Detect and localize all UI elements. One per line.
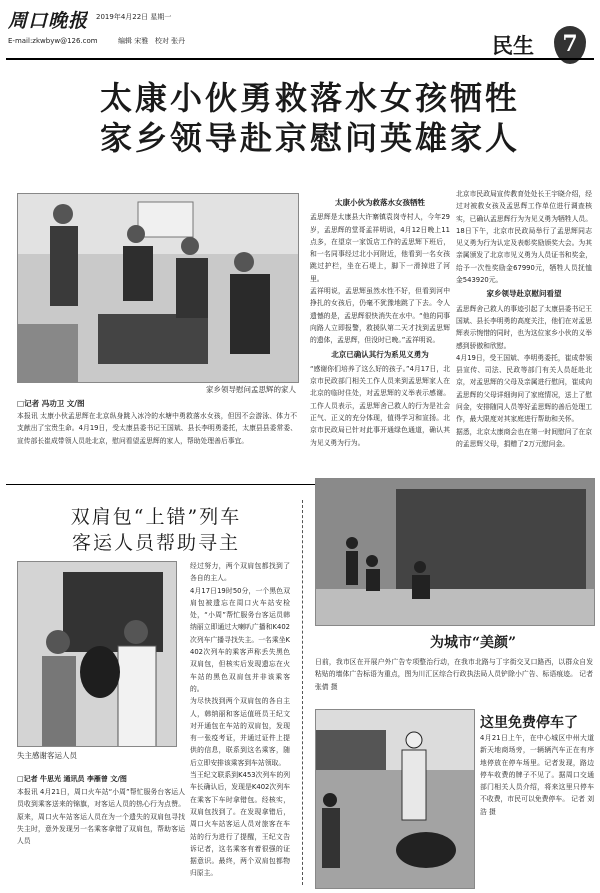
- story1-headline-line1: 太康小伙勇救落水女孩牺牲: [99, 79, 520, 117]
- story1-sub2-para1: “感谢你们培养了这么好的孩子。”4月17日，北京市民政部门相关工作人员来到孟思辉家人在北京的临时住处，对孟思辉的义举表示感谢。工作人员表示，孟思辉舍己救人的行为是社会正气、正义的充分体现，值得学习和宣扬。北京市民政局已针对此事开通绿色通道，确认其为见义勇为行为。: [310, 364, 450, 447]
- story1-sub3-para1: 孟思辉舍己救人的事迹引起了太康县委书记王国斌、县长李明勇的高度关注，他们在对孟思辉表示惋惜的同时，也为这位家乡小伙的义举感到骄傲和欣慰。: [456, 304, 592, 350]
- story2-headline-line1: 双肩包“上错”列车: [70, 506, 242, 528]
- story1-subhead-1: 太康小伙为救落水女孩牺牲: [335, 198, 425, 207]
- story4-caption: 4月21日上午，在中心城区中州大道新天地商场旁，一辆辆汽车正在有序地停放在停车场里。记者发现，路边停车收费的牌子不见了。据周口交通部门相关人员介绍，将来这里只停车不收费，市民可以免费停车。 记者 刘浩 摄: [480, 734, 594, 816]
- story1-headline-line2: 家乡领导赴京慰问英雄家人: [99, 119, 520, 157]
- story2-photo: [17, 561, 177, 747]
- date-text: 2019年4月22日: [96, 13, 149, 21]
- story2-column-2: [190, 560, 290, 886]
- story3-photo-illustration: [316, 479, 595, 626]
- story2-headline: [46, 504, 266, 556]
- masthead-rule: [6, 58, 594, 60]
- story3-headline: 为城市“美颜”: [430, 635, 517, 651]
- story4-photo-illustration: [316, 710, 475, 889]
- story2-para3: 为尽快找到两个双肩包的各自主人，韩纳丽和客运值班员王纪文对开通包在车站的双肩包，发现有一张疫考证，并通过证件上提供的信息，联系到这名乘客，随后立即安排该乘客到车站领取。: [190, 697, 290, 767]
- story1-sub1-para1: 孟思辉是太康县大许寨镇袁岗寺村人，今年29岁，孟思辉的堂哥孟祥明说，4月12日晚上11点多，在望京一家饭店工作的孟思辉下班后，和一名同事经过北小河附近，他看到一名女孩跳过护栏，坐在石堤上，脚下一滑掉进了河里。: [310, 213, 450, 283]
- issue-date: [96, 12, 216, 22]
- story1-column-2: [310, 195, 450, 477]
- section-title: 民生: [492, 33, 534, 56]
- story1-sub1-para2: 孟祥明说，孟思辉虽然水性不好，但看到河中挣扎的女孩后，仍毫不犹豫地跳了下去。令人遗憾的是，孟思辉很快消失在水中。“他的同事向路人立即报警，救援队第二天才找到孟思辉的遗体，孟思辉，但没时已晚。”孟祥明说。: [310, 287, 450, 345]
- editor-text: 编辑 宋雅: [118, 37, 149, 45]
- proofreader-text: 校对 张丹: [154, 37, 186, 45]
- story2-lead: 本报讯 4月21日，周口火车站“小周”帮忙服务台客运人员收到乘客送来的锦旗，对客运人员的热心行为点赞。原来，周口火车站客运人员在为一个遗失的双肩包寻找失主时，意外发现另一名乘客拿错了双肩包，帮助客运人员: [17, 788, 185, 846]
- story2-photo-illustration: [18, 562, 177, 747]
- weekday-text: 星期一: [150, 13, 172, 21]
- story2-para2: 4月17日19时50分，一个黑色双肩包被遗忘在周口火车站安检处，“小周”帮忙服务台客运员韩纳丽立即通过大喇叭广播和K402次列车广播寻找失主。一名乘坐K402次列车的乘客声称丢失黑色双肩包，但核实后发现遗忘在火车站的黑色双肩包并非该乘客的。: [190, 586, 290, 693]
- story4-headline: 这里免费停车了: [480, 715, 578, 731]
- story2-para1: 经过努力，两个双肩包都找到了各自的主人。: [190, 562, 290, 583]
- story1-column-3: [456, 188, 592, 480]
- story1-photo-caption: 家乡领导慰问孟思辉的家人: [206, 385, 296, 394]
- story1-lead: 本报讯 太康小伙孟思辉在北京纵身跳入冰冷的水塘中勇救落水女孩，但因不会游泳、体力不支献出了宝贵生命。4月19日，受太康县委书记王国斌、县长李明勇委托，太康县县委常委、宣传部长崔成带领人员赴北京，慰问看望孟思辉的家人，帮助处理善后事宜。: [17, 412, 297, 445]
- story1-subhead-2: 北京已确认其行为系见义勇为: [331, 349, 429, 359]
- staff-line: [118, 36, 238, 46]
- story2-photo-caption: 失主感谢客运人员: [17, 751, 77, 760]
- story2-byline: □记者 牛思光 通讯员 李雁曾 文/图: [17, 775, 127, 783]
- story1-sub2-para2: 北京市民政局宣传教育处处长王宇晓介绍，经过对被救女孩及孟思辉工作单位进行调查核实，已确认孟思辉行为为见义勇为牺牲人员。18日下午，北京市民政局举行了孟思辉同志见义勇为行为认定及表彰奖励颁奖大会。为其亲属颁发了北京市见义勇为人员证书和奖金，给予一次性奖励金67990元，牺牲人员抚恤金543920元。: [456, 190, 592, 285]
- story1-photo-illustration: [18, 194, 299, 383]
- paper-logo: 周口晚报: [8, 10, 88, 32]
- column-divider: [302, 500, 303, 885]
- story1-photo: [17, 193, 299, 383]
- story1-byline: □记者 冯功卫 文/图: [17, 399, 85, 408]
- story1-sub3-para3: 据悉，北京太康商会也在第一时间慰问了在京的孟思辉父母，捐赠了2万元慰问金。: [456, 427, 592, 448]
- story3-photo: [315, 478, 595, 626]
- email-text: E-mail:zkwbyw@126.com: [8, 37, 98, 45]
- story3-caption: 日前，我市区在开展户外广告专项整治行动，在我市北路与丁字街交叉口路西，以群众自发粘贴的墙体广告标语为重点，图为川汇区综合行政执法局人员铲除小广告、标语痕迹。 记者 张倩 摄: [315, 658, 593, 691]
- page-number-badge: 7: [554, 26, 586, 64]
- story2-headline-line2: 客运人员帮助寻主: [71, 532, 240, 554]
- story1-sub3-para2: 4月19日，受王国斌、李明勇委托，崔成带领县宣传、司法、民政等部门有关人员赶赴北京，对孟思辉的父母及亲属进行慰问，崔成向孟思辉的父母详细询问了家庭情况，送上了慰问金，安排随同人员等好孟思辉的善后处理工作，最大限度对其家庭进行帮助和关怀。: [456, 353, 592, 424]
- story2-para4: 当王纪文联系到K453次列车的列车长确认后，发现是K402次列车在乘客下车时拿错包。经核实，双肩包找到了。在发现拿错后，周口火车站客运人员对旅客在车站的行为进行了提醒，王纪文告诉记者，这名乘客有着很强的证据意识。最终，两个双肩包都物归原主。: [190, 771, 290, 878]
- story1-subhead-3: 家乡领导赴京慰问看望: [486, 289, 562, 299]
- story4-photo: [315, 709, 475, 889]
- story1-headline: [40, 78, 580, 158]
